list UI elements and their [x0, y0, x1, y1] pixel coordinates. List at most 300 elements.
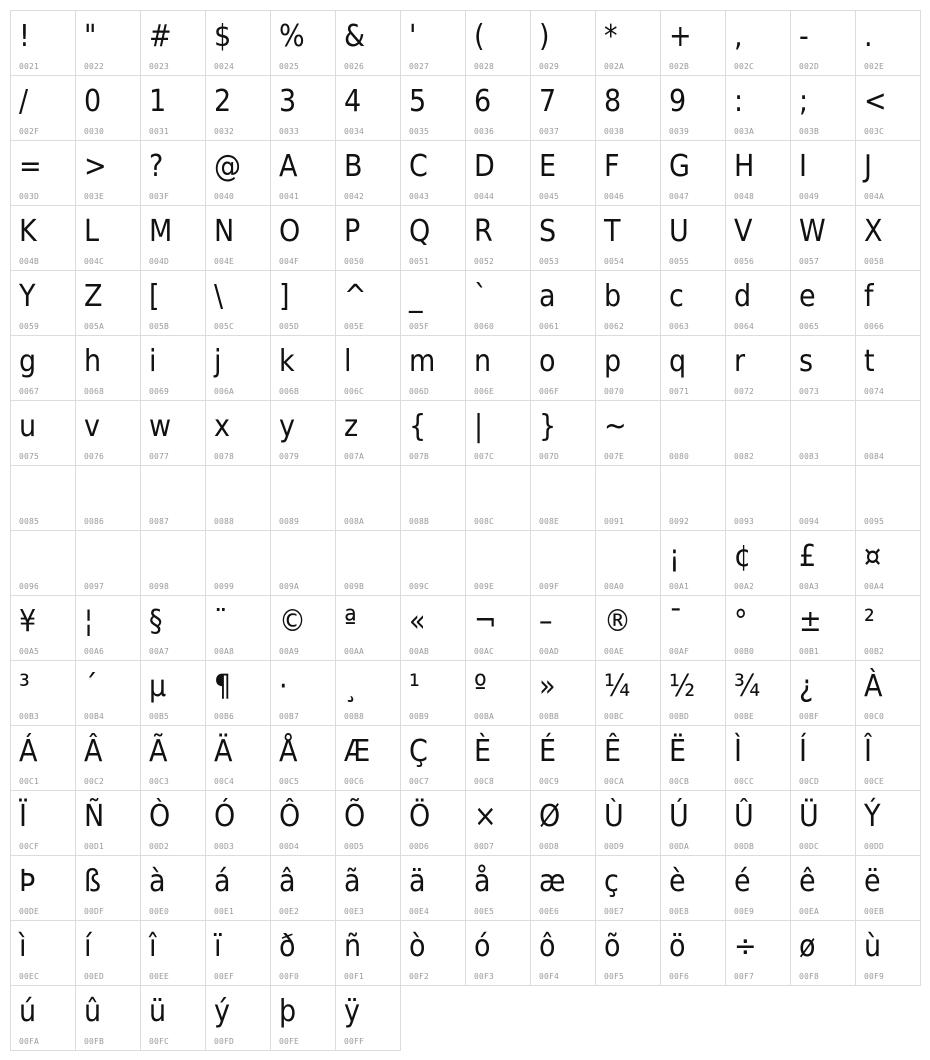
- glyph-sample: E: [539, 149, 557, 184]
- glyph-codepoint: 00F6: [669, 972, 690, 981]
- glyph-codepoint: 0093: [734, 517, 755, 526]
- glyph-cell: [271, 726, 336, 791]
- glyph-codepoint: 00CF: [19, 842, 40, 851]
- glyph-codepoint: 00C0: [864, 712, 885, 721]
- glyph-codepoint: 00F9: [864, 972, 885, 981]
- glyph-codepoint: 002D: [799, 62, 820, 71]
- glyph-sample: ): [539, 19, 550, 54]
- glyph-sample: ,: [734, 19, 743, 54]
- glyph-codepoint: 009C: [409, 582, 430, 591]
- glyph-codepoint: 0077: [149, 452, 170, 461]
- glyph-sample: i: [149, 344, 157, 379]
- glyph-codepoint: 0037: [539, 127, 560, 136]
- glyph-codepoint: 00D1: [84, 842, 105, 851]
- glyph-codepoint: 00F8: [799, 972, 820, 981]
- glyph-codepoint: 00FA: [19, 1037, 40, 1046]
- glyph-cell: [596, 856, 661, 921]
- glyph-codepoint: 0076: [84, 452, 105, 461]
- glyph-codepoint: 00B7: [279, 712, 300, 721]
- glyph-codepoint: 00C7: [409, 777, 430, 786]
- glyph-codepoint: 0030: [84, 127, 105, 136]
- glyph-sample: Y: [19, 279, 36, 314]
- glyph-codepoint: 003E: [84, 192, 105, 201]
- glyph-codepoint: 00F4: [539, 972, 560, 981]
- glyph-cell: [206, 661, 271, 726]
- glyph-cell: [401, 531, 466, 596]
- glyph-cell: [531, 791, 596, 856]
- glyph-cell: [466, 531, 531, 596]
- glyph-sample: l: [344, 344, 352, 379]
- glyph-cell: [466, 856, 531, 921]
- glyph-sample: ®: [604, 604, 631, 639]
- glyph-sample: a: [539, 279, 556, 314]
- glyph-sample: S: [539, 214, 557, 249]
- glyph-sample: ª: [344, 604, 357, 639]
- glyph-cell: [531, 921, 596, 986]
- glyph-codepoint: 0042: [344, 192, 365, 201]
- glyph-codepoint: 00FC: [149, 1037, 170, 1046]
- glyph-codepoint: 004C: [84, 257, 105, 266]
- glyph-sample: B: [344, 149, 363, 184]
- glyph-sample: 6: [474, 84, 492, 119]
- glyph-sample: T: [604, 214, 621, 249]
- glyph-codepoint: 00A7: [149, 647, 170, 656]
- glyph-sample: w: [149, 409, 172, 444]
- glyph-sample: Î: [864, 734, 872, 769]
- glyph-sample: µ: [149, 669, 167, 704]
- glyph-codepoint: 0022: [84, 62, 105, 71]
- glyph-cell: [856, 531, 921, 596]
- glyph-cell: [596, 726, 661, 791]
- glyph-codepoint: 009A: [279, 582, 300, 591]
- glyph-cell: [11, 141, 76, 206]
- glyph-codepoint: 00B3: [19, 712, 40, 721]
- glyph-sample: ·: [279, 669, 288, 704]
- glyph-sample: ~: [604, 409, 627, 444]
- glyph-cell: [401, 596, 466, 661]
- glyph-sample: ©: [279, 604, 306, 639]
- glyph-codepoint: 0038: [604, 127, 625, 136]
- glyph-codepoint: 005B: [149, 322, 170, 331]
- glyph-codepoint: 00AB: [409, 647, 430, 656]
- glyph-codepoint: 00E6: [539, 907, 560, 916]
- glyph-sample: Ã: [149, 734, 168, 769]
- glyph-cell: [531, 466, 596, 531]
- glyph-sample: G: [669, 149, 690, 184]
- glyph-sample: ¢: [734, 539, 752, 574]
- glyph-codepoint: 0036: [474, 127, 495, 136]
- glyph-sample: ¦: [84, 604, 94, 639]
- glyph-codepoint: 005F: [409, 322, 430, 331]
- glyph-cell: [11, 791, 76, 856]
- glyph-cell: [336, 336, 401, 401]
- glyph-sample: %: [279, 19, 305, 54]
- glyph-codepoint: 00AC: [474, 647, 495, 656]
- glyph-cell: [11, 206, 76, 271]
- glyph-sample: =: [19, 149, 42, 184]
- glyph-cell: [466, 596, 531, 661]
- glyph-cell: [11, 11, 76, 76]
- glyph-codepoint: 00AE: [604, 647, 625, 656]
- glyph-codepoint: 0056: [734, 257, 755, 266]
- glyph-sample: D: [474, 149, 495, 184]
- glyph-cell: [401, 791, 466, 856]
- glyph-codepoint: 00C8: [474, 777, 495, 786]
- glyph-sample: *: [604, 19, 618, 54]
- glyph-sample: ò: [409, 929, 426, 964]
- glyph-codepoint: 00C6: [344, 777, 365, 786]
- glyph-cell: [661, 271, 726, 336]
- glyph-sample: Ü: [799, 799, 819, 834]
- glyph-cell: [141, 336, 206, 401]
- glyph-sample: À: [864, 669, 883, 704]
- glyph-cell: [661, 596, 726, 661]
- glyph-codepoint: 0080: [669, 452, 690, 461]
- glyph-sample: Ä: [214, 734, 233, 769]
- glyph-codepoint: 0067: [19, 387, 40, 396]
- glyph-codepoint: 00F3: [474, 972, 495, 981]
- glyph-codepoint: 00BA: [474, 712, 495, 721]
- glyph-cell: [206, 76, 271, 141]
- glyph-sample: à: [149, 864, 166, 899]
- glyph-cell: [76, 921, 141, 986]
- glyph-codepoint: 0057: [799, 257, 820, 266]
- glyph-sample: b: [604, 279, 622, 314]
- glyph-cell: [401, 661, 466, 726]
- glyph-codepoint: 00EE: [149, 972, 170, 981]
- glyph-codepoint: 0071: [669, 387, 690, 396]
- glyph-codepoint: 00F0: [279, 972, 300, 981]
- glyph-codepoint: 0083: [799, 452, 820, 461]
- glyph-cell: [271, 986, 336, 1051]
- glyph-codepoint: 0045: [539, 192, 560, 201]
- glyph-cell: [726, 271, 791, 336]
- glyph-codepoint: 0031: [149, 127, 170, 136]
- glyph-cell: [856, 206, 921, 271]
- glyph-sample: O: [279, 214, 301, 249]
- glyph-cell: [401, 466, 466, 531]
- glyph-codepoint: 0085: [19, 517, 40, 526]
- glyph-cell: [141, 531, 206, 596]
- glyph-codepoint: 00D7: [474, 842, 495, 851]
- glyph-codepoint: 00F7: [734, 972, 755, 981]
- glyph-cell: [661, 141, 726, 206]
- glyph-sample: t: [864, 344, 875, 379]
- glyph-cell: [661, 921, 726, 986]
- glyph-cell: [466, 271, 531, 336]
- glyph-cell: [401, 336, 466, 401]
- glyph-codepoint: 0021: [19, 62, 40, 71]
- glyph-sample: .: [864, 19, 873, 54]
- glyph-sample: ö: [669, 929, 686, 964]
- glyph-cell: [661, 206, 726, 271]
- glyph-sample: \: [214, 279, 224, 314]
- glyph-sample: Z: [84, 279, 103, 314]
- glyph-codepoint: 007B: [409, 452, 430, 461]
- glyph-cell: [76, 206, 141, 271]
- glyph-sample: 2: [214, 84, 232, 119]
- glyph-cell: [271, 11, 336, 76]
- glyph-cell: [401, 271, 466, 336]
- glyph-codepoint: 0097: [84, 582, 105, 591]
- glyph-cell: [271, 921, 336, 986]
- glyph-cell: [856, 76, 921, 141]
- glyph-codepoint: 009B: [344, 582, 365, 591]
- glyph-codepoint: 0061: [539, 322, 560, 331]
- glyph-sample: Ò: [149, 799, 171, 834]
- glyph-cell: [726, 141, 791, 206]
- glyph-cell: [206, 986, 271, 1051]
- glyph-sample: :: [734, 84, 744, 119]
- glyph-cell: [76, 141, 141, 206]
- glyph-cell: [661, 466, 726, 531]
- glyph-codepoint: 0023: [149, 62, 170, 71]
- glyph-cell: [11, 661, 76, 726]
- glyph-codepoint: 00DF: [84, 907, 105, 916]
- glyph-codepoint: 00EF: [214, 972, 235, 981]
- glyph-sample: C: [409, 149, 428, 184]
- glyph-codepoint: 0089: [279, 517, 300, 526]
- glyph-codepoint: 00CB: [669, 777, 690, 786]
- glyph-cell: [401, 11, 466, 76]
- glyph-sample: s: [799, 344, 814, 379]
- glyph-codepoint: 008C: [474, 517, 495, 526]
- glyph-codepoint: 00C2: [84, 777, 105, 786]
- glyph-sample: Ø: [539, 799, 561, 834]
- glyph-sample: ë: [864, 864, 881, 899]
- glyph-cell: [596, 791, 661, 856]
- glyph-sample: í: [84, 929, 92, 964]
- glyph-cell: [336, 726, 401, 791]
- glyph-cell: [271, 661, 336, 726]
- glyph-cell: [726, 206, 791, 271]
- glyph-sample: 1: [149, 84, 167, 119]
- glyph-cell: [206, 531, 271, 596]
- glyph-cell: [661, 76, 726, 141]
- glyph-sample: Æ: [344, 734, 371, 769]
- glyph-sample: Þ: [19, 864, 36, 899]
- glyph-sample: M: [149, 214, 173, 249]
- glyph-cell: [401, 76, 466, 141]
- glyph-cell: [531, 856, 596, 921]
- glyph-sample: V: [734, 214, 753, 249]
- glyph-cell: [531, 11, 596, 76]
- glyph-codepoint: 0026: [344, 62, 365, 71]
- glyph-cell: [271, 596, 336, 661]
- glyph-codepoint: 00E8: [669, 907, 690, 916]
- glyph-sample: è: [669, 864, 686, 899]
- glyph-cell: [336, 141, 401, 206]
- glyph-sample: ø: [799, 929, 816, 964]
- glyph-sample: á: [214, 864, 231, 899]
- glyph-cell: [856, 856, 921, 921]
- glyph-codepoint: 0084: [864, 452, 885, 461]
- glyph-cell: [141, 141, 206, 206]
- glyph-codepoint: 00EB: [864, 907, 885, 916]
- glyph-sample: Ö: [409, 799, 431, 834]
- glyph-codepoint: 006D: [409, 387, 430, 396]
- glyph-codepoint: 00CA: [604, 777, 625, 786]
- glyph-sample: û: [84, 994, 102, 1029]
- glyph-codepoint: 0095: [864, 517, 885, 526]
- glyph-cell: [791, 466, 856, 531]
- glyph-codepoint: 00A1: [669, 582, 690, 591]
- glyph-sample: Á: [19, 734, 38, 769]
- glyph-codepoint: 0046: [604, 192, 625, 201]
- glyph-sample: Å: [279, 734, 298, 769]
- glyph-sample: ñ: [344, 929, 362, 964]
- glyph-cell: [271, 856, 336, 921]
- glyph-sample: d: [734, 279, 752, 314]
- glyph-codepoint: 0058: [864, 257, 885, 266]
- glyph-cell: [466, 206, 531, 271]
- glyph-codepoint: 0068: [84, 387, 105, 396]
- glyph-codepoint: 0024: [214, 62, 235, 71]
- glyph-codepoint: 0069: [149, 387, 170, 396]
- glyph-codepoint: 00C1: [19, 777, 40, 786]
- glyph-codepoint: 00D9: [604, 842, 625, 851]
- glyph-cell: [401, 401, 466, 466]
- glyph-sample: ±: [799, 604, 822, 639]
- glyph-cell: [271, 141, 336, 206]
- glyph-codepoint: 0075: [19, 452, 40, 461]
- glyph-cell: [466, 791, 531, 856]
- glyph-sample: R: [474, 214, 493, 249]
- glyph-codepoint: 00CE: [864, 777, 885, 786]
- glyph-codepoint: 0092: [669, 517, 690, 526]
- glyph-codepoint: 00F5: [604, 972, 625, 981]
- glyph-sample: <: [864, 84, 887, 119]
- glyph-codepoint: 0059: [19, 322, 40, 331]
- glyph-sample: Ô: [279, 799, 301, 834]
- glyph-cell: [11, 921, 76, 986]
- glyph-codepoint: 008B: [409, 517, 430, 526]
- glyph-sample: x: [214, 409, 230, 444]
- glyph-cell: [596, 141, 661, 206]
- glyph-sample: ¿: [799, 669, 814, 704]
- glyph-cell: [856, 11, 921, 76]
- glyph-sample: ³: [19, 669, 30, 704]
- glyph-codepoint: 0033: [279, 127, 300, 136]
- glyph-cell: [661, 531, 726, 596]
- glyph-cell: [141, 466, 206, 531]
- glyph-sample: ¼: [604, 669, 631, 704]
- glyph-cell: [206, 921, 271, 986]
- glyph-sample: +: [669, 19, 692, 54]
- glyph-sample: ^: [344, 279, 367, 314]
- glyph-cell: [531, 596, 596, 661]
- glyph-codepoint: 003D: [19, 192, 40, 201]
- glyph-codepoint: 00E9: [734, 907, 755, 916]
- glyph-sample: `: [474, 279, 488, 314]
- glyph-codepoint: 004B: [19, 257, 40, 266]
- glyph-cell: [791, 921, 856, 986]
- glyph-codepoint: 0051: [409, 257, 430, 266]
- glyph-cell: [206, 401, 271, 466]
- glyph-codepoint: 005A: [84, 322, 105, 331]
- glyph-cell: [271, 791, 336, 856]
- glyph-codepoint: 00D4: [279, 842, 300, 851]
- glyph-codepoint: 007D: [539, 452, 560, 461]
- glyph-sample: F: [604, 149, 620, 184]
- glyph-cell: [401, 856, 466, 921]
- glyph-cell: [791, 661, 856, 726]
- glyph-sample: Ï: [19, 799, 27, 834]
- glyph-codepoint: 00D6: [409, 842, 430, 851]
- glyph-codepoint: 0096: [19, 582, 40, 591]
- glyph-codepoint: 003C: [864, 127, 885, 136]
- glyph-sample: ?: [149, 149, 164, 184]
- glyph-cell: [856, 271, 921, 336]
- glyph-cell: [336, 466, 401, 531]
- glyph-cell: [271, 531, 336, 596]
- glyph-sample: H: [734, 149, 755, 184]
- glyph-cell: [856, 466, 921, 531]
- glyph-cell: [661, 856, 726, 921]
- glyph-codepoint: 00BF: [799, 712, 820, 721]
- glyph-cell: [76, 466, 141, 531]
- glyph-cell: [336, 921, 401, 986]
- glyph-codepoint: 005E: [344, 322, 365, 331]
- glyph-sample: þ: [279, 994, 297, 1029]
- glyph-codepoint: 003B: [799, 127, 820, 136]
- glyph-codepoint: 005D: [279, 322, 300, 331]
- glyph-cell: [11, 466, 76, 531]
- glyph-cell: [466, 921, 531, 986]
- glyph-codepoint: 00C9: [539, 777, 560, 786]
- glyph-codepoint: 00C5: [279, 777, 300, 786]
- glyph-cell: [76, 11, 141, 76]
- glyph-cell: [856, 726, 921, 791]
- glyph-cell: [466, 141, 531, 206]
- glyph-sample: !: [19, 19, 30, 54]
- glyph-cell: [11, 986, 76, 1051]
- glyph-codepoint: 0053: [539, 257, 560, 266]
- glyph-cell: [11, 856, 76, 921]
- glyph-codepoint: 00D8: [539, 842, 560, 851]
- glyph-codepoint: 008A: [344, 517, 365, 526]
- glyph-codepoint: 00E7: [604, 907, 625, 916]
- glyph-cell: [76, 271, 141, 336]
- glyph-codepoint: 00ED: [84, 972, 105, 981]
- glyph-cell: [336, 661, 401, 726]
- glyph-sample: Ì: [734, 734, 742, 769]
- glyph-cell: [76, 596, 141, 661]
- glyph-cell: [271, 76, 336, 141]
- glyph-codepoint: 00AD: [539, 647, 560, 656]
- glyph-sample: Í: [799, 734, 807, 769]
- glyph-sample: å: [474, 864, 491, 899]
- glyph-cell: [206, 336, 271, 401]
- glyph-sample: U: [669, 214, 689, 249]
- glyph-codepoint: 005C: [214, 322, 235, 331]
- glyph-cell: [531, 531, 596, 596]
- glyph-codepoint: 00B1: [799, 647, 820, 656]
- glyph-cell: [141, 661, 206, 726]
- glyph-cell: [661, 401, 726, 466]
- glyph-codepoint: 006C: [344, 387, 365, 396]
- glyph-codepoint: 00E3: [344, 907, 365, 916]
- glyph-cell: [141, 726, 206, 791]
- glyph-cell: [726, 921, 791, 986]
- glyph-sample: Ç: [409, 734, 428, 769]
- glyph-codepoint: 0052: [474, 257, 495, 266]
- glyph-sample: h: [84, 344, 102, 379]
- glyph-codepoint: 0028: [474, 62, 495, 71]
- glyph-sample: f: [864, 279, 874, 314]
- glyph-cell: [336, 596, 401, 661]
- glyph-codepoint: 0035: [409, 127, 430, 136]
